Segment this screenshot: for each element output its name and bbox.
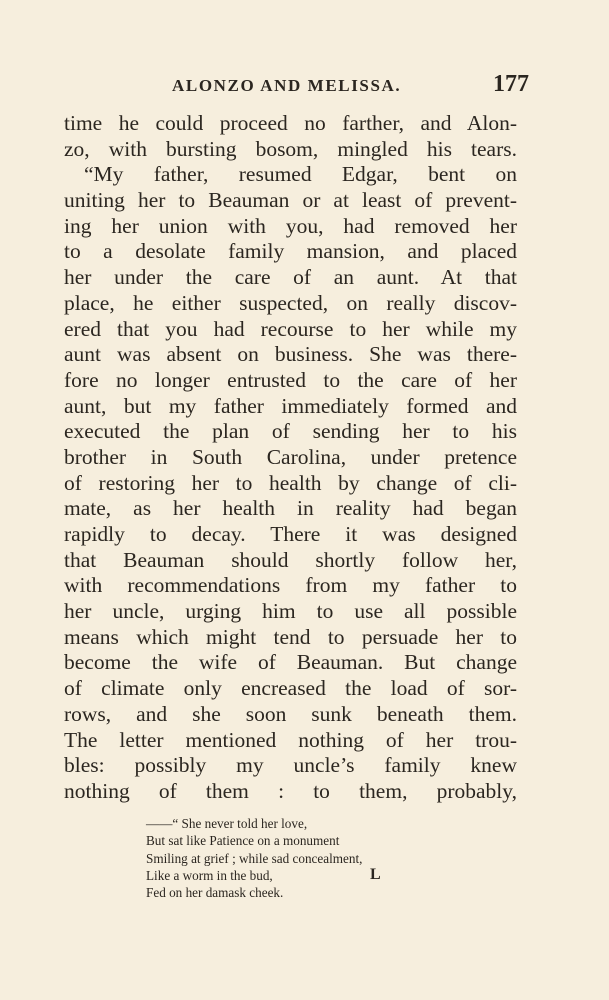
text-line: bles: possibly my uncle’s family knew <box>64 753 517 778</box>
text-line: fore no longer entrusted to the care of her <box>64 367 517 392</box>
page-header <box>66 71 529 104</box>
text-line: brother in South Carolina, under pretence <box>64 444 517 469</box>
text-line: that Beauman should shortly follow her, <box>64 547 517 572</box>
signature-mark: L <box>370 866 381 883</box>
text-line: become the wife of Beauman. But change <box>64 650 517 675</box>
text-line: rows, and she soon sunk beneath them. <box>64 701 517 726</box>
text-line: time he could proceed no farther, and Alon- <box>64 111 517 135</box>
footnote-quotation <box>146 815 446 901</box>
page-number: 177 <box>493 71 529 97</box>
text-line: means which might tend to persuade her to <box>64 624 517 649</box>
text-line: aunt, but my father immediately formed and <box>64 393 517 418</box>
text-line: to a desolate family mansion, and placed <box>64 239 517 264</box>
text-line: place, he either suspected, on really discov- <box>64 290 517 315</box>
text-line: of restoring her to health by change of cli- <box>64 470 517 495</box>
text-line: with recommendations from my father to <box>64 573 517 598</box>
footnote-line: Like a worm in the bud, <box>146 867 273 883</box>
text-line: ered that you had recourse to her while my <box>64 316 517 341</box>
text-line: The letter mentioned nothing of her trou- <box>64 727 517 752</box>
text-line: executed the plan of sending her to his <box>64 419 517 444</box>
text-line: her under the care of an aunt. At that <box>64 265 517 290</box>
text-line: “My father, resumed Edgar, bent on <box>84 162 517 187</box>
text-line: her uncle, urging him to use all possible <box>64 599 517 624</box>
footnote-line: Smiling at grief ; while sad concealment, <box>146 850 363 866</box>
footnote-line: ——“ She never told her love, <box>146 816 308 831</box>
text-line: uniting her to Beauman or at least of prevent- <box>64 188 517 213</box>
footnote-line: Fed on her damask cheek. <box>146 885 284 901</box>
text-line: mate, as her health in reality had began <box>64 496 517 521</box>
text-line: ing her union with you, had removed her <box>64 213 517 238</box>
text-line: rapidly to decay. There it was designed <box>64 522 517 546</box>
footnote-line: But sat like Patience on a monument <box>146 833 340 849</box>
running-title: ALONZO AND MELISSA. <box>172 76 402 95</box>
text-line: zo, with bursting bosom, mingled his tears. <box>64 136 517 161</box>
text-line: nothing of them : to them, probably, <box>64 778 517 803</box>
text-line: of climate only encreased the load of sor- <box>64 676 517 701</box>
text-line: aunt was absent on business. She was there- <box>64 342 517 367</box>
body-text <box>64 111 517 805</box>
